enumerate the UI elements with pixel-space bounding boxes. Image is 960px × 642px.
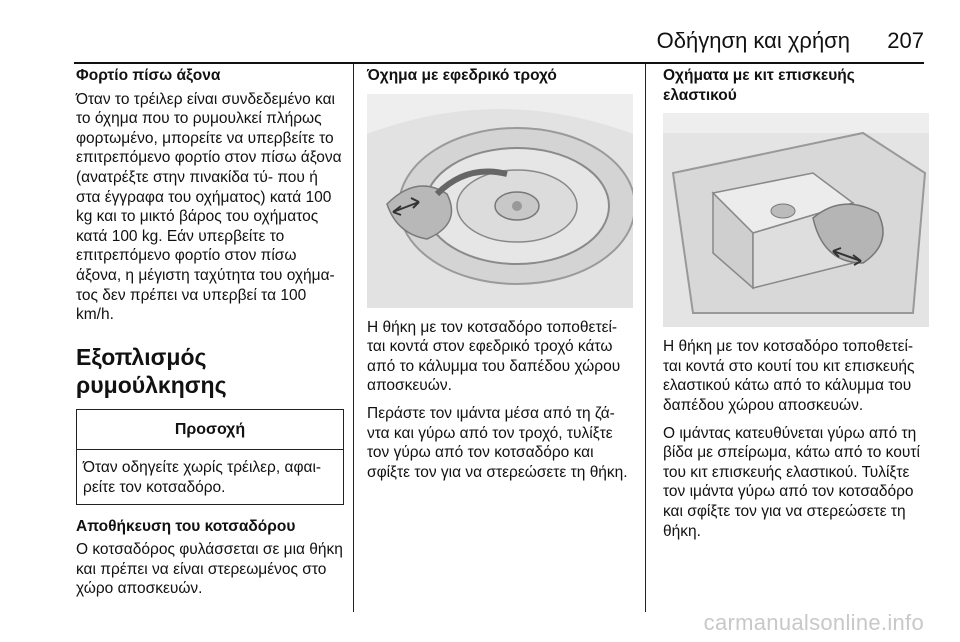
spare-wheel-para-1: Η θήκη με τον κοτσαδόρο τοποθετεί- ται κοντά στον εφεδρικό τροχό κάτω από το κάλυμμα του δαπέδου χώρου αποσκευών. <box>367 318 621 395</box>
column-3 <box>663 66 929 549</box>
repair-kit-para-2: Ο ιμάντας κατευθύνεται γύρω από τη βίδα με σπείρωμα, κάτω από το κουτί του κιτ επισκευής ελαστικού. Τυλίξτε τον ιμάντα γύρω από τον κοτσαδόρο και σφίξτε τον για να στερεώσετε τη θήκη. <box>663 424 920 540</box>
spare-wheel-para-2: Περάστε τον ιμάντα μέσα από τη ζά- ντα και γύρω από τον τροχό, τυλίξτε τον γύρω από τον κοτσαδόρο και σφίξτε τον για να στερεώσετε τη θήκη. <box>367 404 628 481</box>
storage-text: Ο κοτσαδόρος φυλάσσεται σε μια θήκη και πρέπει να είναι στερεωμένος στο χώρο αποσκευών. <box>76 541 343 598</box>
heading-repair-kit: Οχήματα με κιτ επισκευής ελαστικού <box>663 67 855 104</box>
rear-axle-text: Όταν το τρέιλερ είναι συνδεδεμένο και το όχημα που το ρυμουλκεί πλήρως φορτωμένο, μπορείτε να υπερβείτε το επιτρεπόμενο φορτίο στον πίσω άξονα (ανατρέξτε στην πινακίδα τύ- που ή στα έγγραφα του οχήματος) κατά 100 kg και το μικτό βάρος του οχήματος κατά 100 kg. Εάν υπερβείτε το επιτρεπόμενο φορτίο στον πίσω άξονα, η μέγιστη ταχύτητα του οχήμα- τος δεν πρέπει να υπερβεί τα 100 km/h. <box>76 90 342 324</box>
page-header <box>0 22 960 62</box>
watermark: carmanualsonline.info <box>703 610 924 635</box>
column-2 <box>367 66 633 490</box>
caution-text: Όταν οδηγείτε χωρίς τρέιλερ, αφαι- ρείτε τον κοτσαδόρο. <box>83 459 322 496</box>
heading-rear-axle: Φορτίο πίσω άξονα <box>76 67 221 84</box>
heading-spare-wheel: Όχημα με εφεδρικό τροχό <box>367 67 557 84</box>
caution-box <box>76 409 344 505</box>
heading-storage: Αποθήκευση του κοτσαδόρου <box>76 517 296 535</box>
section-heading-towing: Εξοπλισμός ρυμούλκησης <box>76 343 227 398</box>
repair-kit-para-1: Η θήκη με τον κοτσαδόρο τοποθετεί- ται κοντά στο κουτί του κιτ επισκευής ελαστικού κάτω από το κάλυμμα του δαπέδου χώρου αποσκευών. <box>663 338 915 414</box>
column-divider-1 <box>353 64 354 612</box>
header-rule <box>74 62 924 64</box>
column-divider-2 <box>645 64 646 612</box>
caution-title: Προσοχή <box>77 410 343 451</box>
page-number: 207 <box>887 28 924 53</box>
section-title: Οδήγηση και χρήση <box>656 28 850 53</box>
repair-kit-illustration <box>663 113 929 327</box>
column-1 <box>76 66 344 607</box>
spare-wheel-illustration <box>367 94 633 308</box>
